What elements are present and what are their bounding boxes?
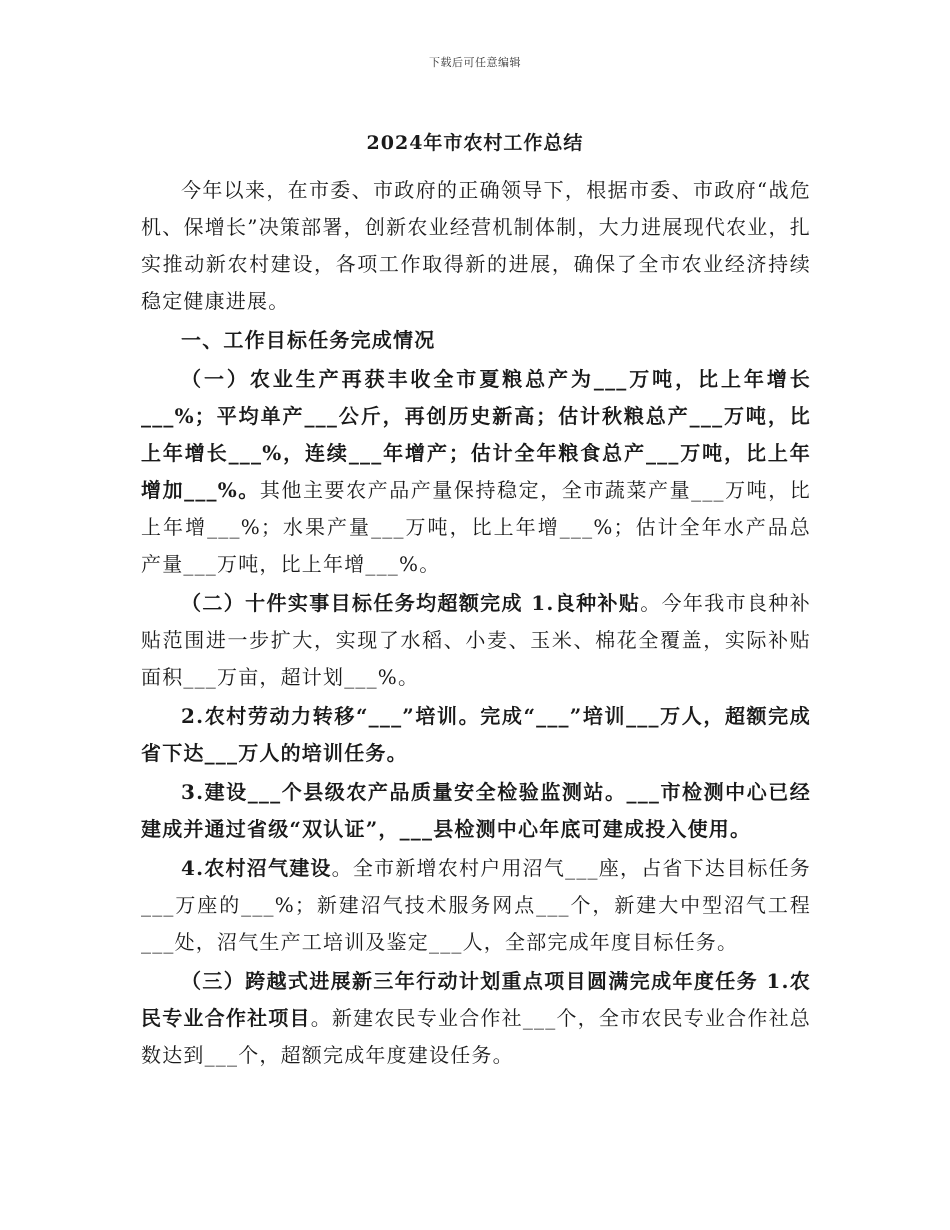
quality-station-paragraph	[141, 774, 811, 848]
section-heading: 一、工作目标任务完成情况	[181, 328, 436, 352]
quality-station-bold-text: 3.建设___个县级农产品质量安全检验监测站。___市检测中心已经建成并通过省级“双认证”，___县检测中心年底可建成投入使用。	[141, 780, 811, 841]
biogas-text: 。全市新增农村户用沼气___座，占省下达目标任务___万座的___%；新建沼气技术服务网点___个，新建大中型沼气工程___处，沼气生产工培训及鉴定___人，全部完成年度目标任务。	[141, 856, 811, 954]
agriculture-production-bold-text: （一）农业生产再获丰收全市夏粮总产为___万吨，比上年增长___%；平均单产___公斤，再创历史新高；估计秋粮总产___万吨，比上年增长___%，连续___年增产；估计全年粮食总产___万吨，比上年增加___%。	[141, 367, 811, 502]
labor-training-paragraph	[141, 698, 811, 772]
biogas-paragraph	[141, 850, 811, 961]
document-title: 2024年市农村工作总结	[366, 132, 584, 154]
header-note: 下载后可任意编辑	[429, 56, 521, 69]
ten-tasks-paragraph	[141, 585, 811, 696]
cooperative-paragraph	[141, 963, 811, 1074]
agriculture-production-paragraph	[141, 361, 811, 583]
labor-training-bold-text: 2.农村劳动力转移“___”培训。完成“___”培训___万人，超额完成省下达___万人的培训任务。	[141, 704, 811, 765]
document-body	[141, 172, 811, 1076]
ten-tasks-bold-text: （二）十件实事目标任务均超额完成 1.良种补贴	[181, 591, 641, 615]
intro-paragraph: 今年以来，在市委、市政府的正确领导下，根据市委、市政府“战危机、保增长”决策部署，创新农业经营机制体制，大力进展现代农业，扎实推动新农村建设，各项工作取得新的进展，确保了全市农业经济持续稳定健康进展。	[141, 178, 811, 313]
biogas-bold-text: 4.农村沼气建设	[181, 856, 332, 880]
cooperative-bold-text: （三）跨越式进展新三年行动计划重点项目圆满完成年度任务 1.农民专业合作社项目	[141, 969, 811, 1030]
agriculture-production-text: 其他主要农产品产量保持稳定，全市蔬菜产量___万吨，比上年增___%；水果产量___万吨，比上年增___%；估计全年水产品总产量___万吨，比上年增___%。	[141, 478, 811, 576]
ten-tasks-text: 。今年我市良种补贴范围进一步扩大，实现了水稻、小麦、玉米、棉花全覆盖，实际补贴面积___万亩，超计划___%。	[141, 591, 811, 689]
cooperative-text: 。新建农民专业合作社___个，全市农民专业合作社总数达到___个，超额完成年度建设任务。	[141, 1006, 812, 1067]
